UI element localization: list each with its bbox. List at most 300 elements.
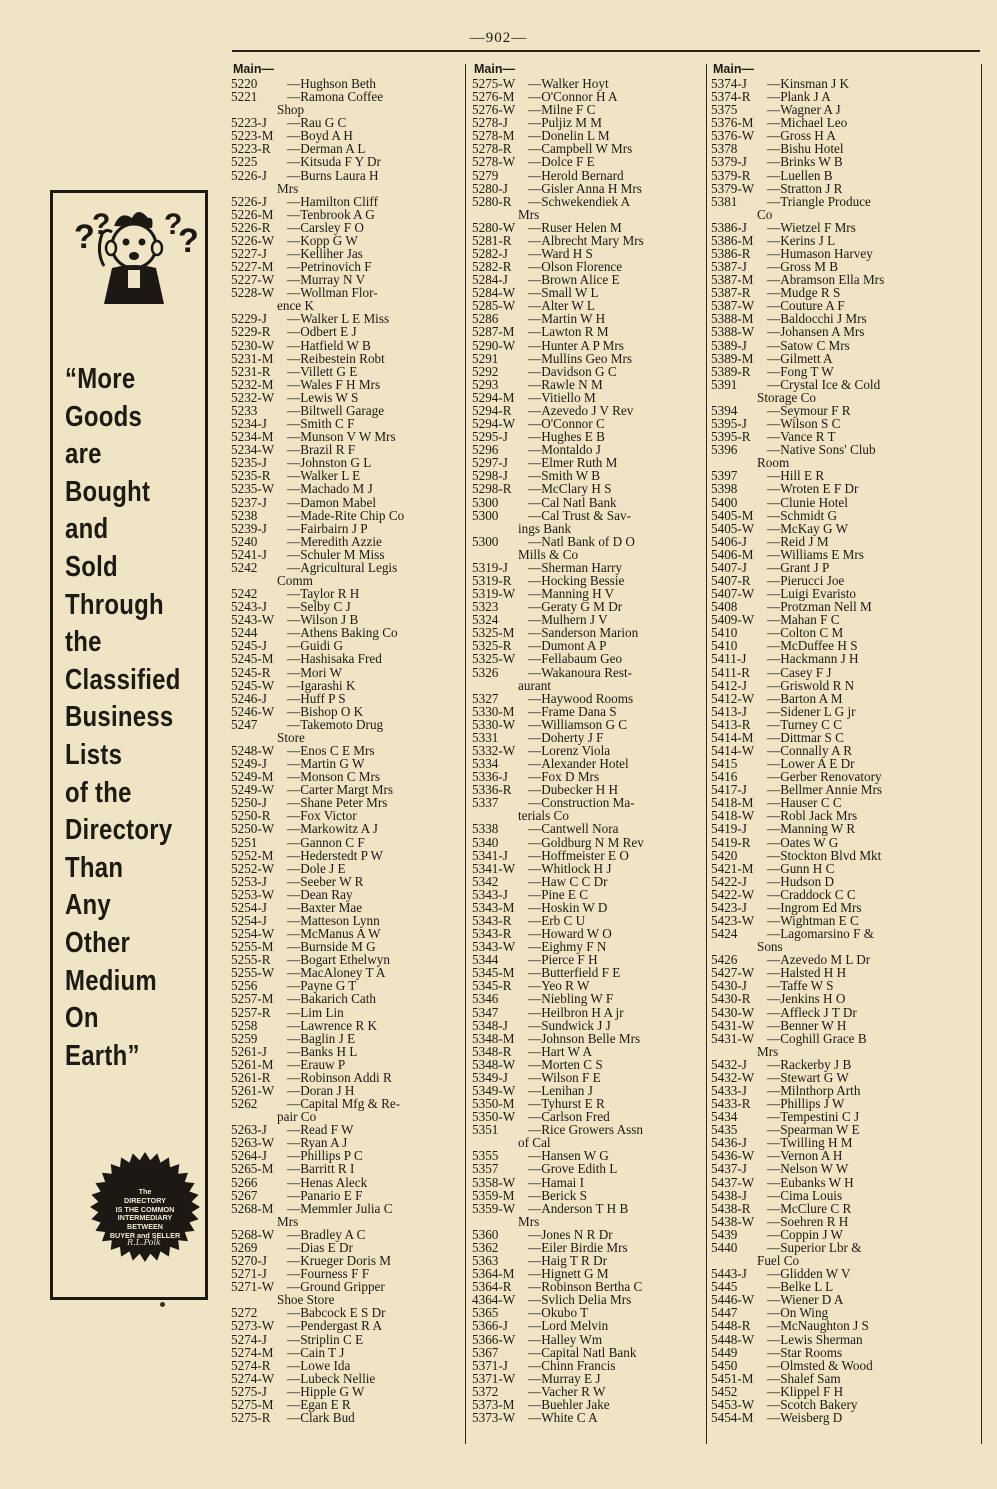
- phone-number: 5276-W: [472, 102, 516, 118]
- listing-name: —Satow C Mrs: [767, 337, 850, 353]
- listing-name: —White C A: [528, 1409, 598, 1425]
- phone-number: 5405-W: [711, 520, 755, 536]
- listing-name: —Lagomarsino F &: [767, 926, 874, 942]
- phone-number: 5348-M: [472, 1030, 515, 1046]
- listing-name: —McManus A W: [287, 926, 381, 942]
- directory-entry: [711, 443, 943, 456]
- phone-number: 5388-M: [711, 311, 754, 327]
- phone-number: 5278-R: [472, 141, 512, 157]
- phone-number: 5331: [472, 729, 499, 745]
- listing-name: —Damon Mabel: [287, 494, 376, 510]
- phone-number: 5398: [711, 481, 738, 497]
- phone-number: 5238: [231, 507, 258, 523]
- listing-name: —Wales F H Mrs: [287, 376, 381, 392]
- listing-name: —Tyhurst E R: [528, 1096, 605, 1112]
- phone-number: 5351: [472, 1122, 499, 1138]
- listing-name: —Baldocchi J Mrs: [767, 311, 867, 327]
- phone-number: 5376-W: [711, 128, 755, 144]
- listing-name: —Carsley F O: [287, 219, 364, 235]
- phone-number: 5234-W: [231, 442, 275, 458]
- listing-name: —Dole J E: [287, 860, 346, 876]
- listing-name: —Ramona Coffee: [287, 89, 384, 105]
- listing-name: —Twilling H M: [767, 1135, 853, 1151]
- phone-number: 5355: [472, 1148, 499, 1164]
- phone-number: 5330-M: [472, 703, 515, 719]
- listing-name: —Milne F C: [528, 102, 596, 118]
- phone-number: 5245-M: [231, 651, 274, 667]
- slogan-line: Sold: [65, 550, 118, 583]
- advertisement-slogan: [65, 361, 188, 1075]
- listing-name: —Oates W G: [767, 834, 839, 850]
- listing-name: —Svlich Delia Mrs: [528, 1292, 632, 1308]
- listing-name: Mrs: [518, 206, 540, 222]
- phone-number: 5298-J: [472, 468, 508, 484]
- listing-name: —Pierce F H: [528, 952, 598, 968]
- directory-entry: [472, 1162, 706, 1175]
- listing-name: —O'Connor C: [528, 416, 605, 432]
- phone-number: 5255-R: [231, 952, 271, 968]
- listing-name: —Brown Alice E: [528, 272, 620, 288]
- listing-name: —Payne G T: [287, 978, 357, 994]
- phone-number: 5389-M: [711, 350, 754, 366]
- phone-number: 5394: [711, 402, 738, 418]
- phone-number: 5405-M: [711, 507, 754, 523]
- phone-number: 5294-M: [472, 389, 515, 405]
- slogan-line: Bought: [65, 475, 151, 508]
- phone-number: 5450: [711, 1357, 738, 1373]
- phone-number: 5341-J: [472, 847, 508, 863]
- svg-text:?: ?: [92, 208, 111, 241]
- listing-name: —Haw C C Dr: [528, 873, 608, 889]
- phone-number: 5395-R: [711, 429, 751, 445]
- phone-number: 5438-J: [711, 1187, 747, 1203]
- phone-number: 5231-M: [231, 350, 274, 366]
- listing-name: —Eighmy F N: [528, 939, 607, 955]
- phone-number: 5226-J: [231, 167, 267, 183]
- listing-name: —Carter Margt Mrs: [287, 782, 393, 798]
- listing-name: —Enos C E Mrs: [287, 742, 375, 758]
- phone-number: 5345-M: [472, 965, 515, 981]
- listing-name: —Spearman W E: [767, 1122, 860, 1138]
- directory-entry: [231, 1333, 463, 1346]
- directory-entry: [231, 286, 463, 299]
- phone-number: 5230-W: [231, 337, 275, 353]
- listing-name: —Meredith Azzie: [287, 533, 382, 549]
- listing-name: —Mahan F C: [767, 612, 840, 628]
- phone-number: 5379-J: [711, 154, 747, 170]
- phone-number: 5430-J: [711, 978, 747, 994]
- phone-number: 5410: [711, 625, 738, 641]
- listing-name: —Protzman Nell M: [767, 599, 872, 615]
- listing-name: —Vacher R W: [528, 1383, 606, 1399]
- listing-name: —Pine E C: [528, 886, 589, 902]
- column-header: Main—: [474, 62, 515, 76]
- directory-entry: [711, 378, 943, 391]
- listing-name: —Bishu Hotel: [767, 141, 844, 157]
- phone-number: 5454-M: [711, 1409, 754, 1425]
- phone-number: 5295-J: [472, 429, 508, 445]
- phone-number: 5418-W: [711, 808, 755, 824]
- listing-name: —Geraty G M Dr: [528, 599, 623, 615]
- directory-entry: [472, 1293, 706, 1306]
- listing-name: —Kelliher Jas: [287, 246, 363, 262]
- phone-number: 5330-W: [472, 716, 516, 732]
- listing-name: —Robl Jack Mrs: [767, 808, 858, 824]
- phone-number: 5235-W: [231, 481, 275, 497]
- phone-number: 5343-R: [472, 926, 512, 942]
- phone-number: 5286: [472, 311, 499, 327]
- listing-name: —Henas Aleck: [287, 1174, 368, 1190]
- phone-number: 5227-W: [231, 272, 275, 288]
- phone-number: 5240: [231, 533, 258, 549]
- listing-name: —Small W L: [528, 285, 599, 301]
- phone-number: 5414-M: [711, 729, 754, 745]
- listing-name: —McClary H S: [528, 481, 612, 497]
- phone-number: 5249-M: [231, 769, 274, 785]
- phone-number: 5270-J: [231, 1253, 267, 1269]
- listing-name: —McKay G W: [767, 520, 849, 536]
- phone-number: 5381: [711, 193, 738, 209]
- listing-name: —Weisberg D: [767, 1409, 843, 1425]
- directory-entry: [231, 1045, 463, 1058]
- phone-number: 5280-J: [472, 180, 508, 196]
- listing-name: —Shane Peter Mrs: [287, 795, 388, 811]
- listing-name: terials Co: [518, 808, 569, 824]
- phone-number: 5300: [472, 507, 499, 523]
- listing-name: —Hederstedt P W: [287, 847, 383, 863]
- phone-number: 5413-R: [711, 716, 751, 732]
- phone-number: 5257-R: [231, 1004, 271, 1020]
- phone-number: 5258: [231, 1017, 258, 1033]
- phone-number: 5290-W: [472, 337, 516, 353]
- phone-number: 5432-J: [711, 1056, 747, 1072]
- phone-number: 5250-W: [231, 821, 275, 837]
- listing-name: —O'Connor H A: [528, 89, 618, 105]
- listing-name: —Williams E Mrs: [767, 546, 864, 562]
- listing-name: —Gunn H C: [767, 860, 835, 876]
- phone-number: 5350-W: [472, 1109, 516, 1125]
- phone-number: 5407-W: [711, 586, 755, 602]
- phone-number: 5432-W: [711, 1069, 755, 1085]
- phone-number: 5389-R: [711, 363, 751, 379]
- phone-number: 5439: [711, 1226, 738, 1242]
- phone-number: 5275-W: [472, 76, 516, 91]
- column-divider: [706, 64, 707, 1444]
- listing-name: —Brinks W B: [767, 154, 843, 170]
- phone-number: 5438-R: [711, 1200, 751, 1216]
- listing-name: —Cal Trust & Sav-: [528, 507, 631, 523]
- listing-name: —Couture A F: [767, 298, 845, 314]
- directory-entry: [711, 195, 943, 208]
- phone-number: 5349-W: [472, 1083, 516, 1099]
- listing-name: —Martin G W: [287, 756, 365, 772]
- listing-name: —Stockton Blvd Mkt: [767, 847, 882, 863]
- phone-number: 5407-R: [711, 572, 751, 588]
- phone-number: 5319-J: [472, 559, 508, 575]
- phone-number: 5421-M: [711, 860, 754, 876]
- directory-entry: [231, 1202, 463, 1215]
- phone-number: 5292: [472, 363, 499, 379]
- ink-dot: [160, 1302, 165, 1307]
- phone-number: 5409-W: [711, 612, 755, 628]
- listing-name: —Doran J H: [287, 1083, 355, 1099]
- listing-name: —Coppin J W: [767, 1226, 843, 1242]
- listing-name: Mrs: [277, 180, 299, 196]
- phone-number: 5360: [472, 1226, 499, 1242]
- phone-number: 5241-J: [231, 546, 267, 562]
- listing-name: —Erb C U: [528, 913, 586, 928]
- listing-name: —Chinn Francis: [528, 1357, 616, 1373]
- listing-name: —Rau G C: [287, 115, 347, 131]
- phone-number: 5249-W: [231, 782, 275, 798]
- phone-number: 5282-J: [472, 246, 508, 262]
- phone-number: 5242: [231, 559, 258, 575]
- listing-name: —Pierucci Joe: [767, 572, 845, 588]
- phone-number: 5285-W: [472, 298, 516, 314]
- listing-name: —Markowitz A J: [287, 821, 378, 837]
- listing-name: —Halley Wm: [528, 1331, 603, 1347]
- column-header: Main—: [233, 62, 274, 76]
- phone-number: 5359-W: [472, 1200, 516, 1216]
- slogan-line: Business: [65, 701, 174, 734]
- listing-name: —Haig T R Dr: [528, 1253, 608, 1269]
- listing-name: —Hamai I: [528, 1174, 585, 1190]
- listing-name: —Egan E R: [287, 1396, 351, 1412]
- phone-number: 5248-W: [231, 742, 275, 758]
- listing-name: Mrs: [277, 1213, 299, 1229]
- phone-number: 5245-W: [231, 677, 275, 693]
- listing-name: —Hocking Bessie: [528, 572, 625, 588]
- listing-name: —Krueger Doris M: [287, 1253, 392, 1269]
- listing-name: pair Co: [277, 1109, 317, 1125]
- phone-number: 5237-J: [231, 494, 267, 510]
- listing-name: —McDuffee H S: [767, 638, 858, 654]
- listing-name: —Made-Rite Chip Co: [287, 507, 405, 523]
- listing-name: —Hill E R: [767, 468, 825, 484]
- phone-number: 5298-R: [472, 481, 512, 497]
- listing-name: —Schwekendiek A: [528, 193, 631, 209]
- listing-name: —Turney C C: [767, 716, 842, 732]
- phone-number: 5451-M: [711, 1370, 754, 1386]
- directory-entry: [472, 1176, 706, 1189]
- listing-name: —Phillips P C: [287, 1148, 363, 1164]
- slogan-line: Goods: [65, 400, 143, 433]
- listing-name: —Coghill Grace B: [767, 1030, 867, 1046]
- directory-entry: [231, 90, 463, 103]
- listing-name: —Kerins J L: [767, 232, 836, 248]
- listing-name: —Yeo R W: [528, 978, 590, 994]
- listing-name: —Wollman Flor-: [287, 285, 378, 301]
- listing-name: —Clark Bud: [287, 1409, 355, 1425]
- listing-name: —Luigi Evaristo: [767, 586, 857, 602]
- listing-name: —Albrecht Mary Mrs: [528, 232, 644, 248]
- listing-name: —Rice Growers Assn: [528, 1122, 644, 1138]
- listing-name: —Nelson W W: [767, 1161, 849, 1177]
- listing-name: —Butterfield F E: [528, 965, 621, 981]
- listing-name: —Whitlock H J: [528, 860, 612, 876]
- phone-number: 5226-J: [231, 193, 267, 209]
- phone-number: 5419-J: [711, 821, 747, 837]
- listing-name: —Taylor R H: [287, 586, 360, 602]
- listing-name: —Petrinovich F: [287, 259, 372, 275]
- listing-name: —Stratton J R: [767, 180, 843, 196]
- phone-number: 5388-W: [711, 324, 755, 340]
- phone-number: 5272: [231, 1305, 258, 1321]
- listing-name: —Wightman E C: [767, 913, 859, 928]
- directory-entry: [711, 1411, 943, 1424]
- phone-number: 5261-J: [231, 1043, 267, 1059]
- listing-name: —Dumont A P: [528, 638, 607, 654]
- phone-number: 5423-J: [711, 899, 747, 915]
- phone-number: 5282-R: [472, 259, 512, 275]
- listing-name: —Clunie Hotel: [767, 494, 848, 510]
- phone-number: 5343-R: [472, 913, 512, 928]
- phone-number: 5235-R: [231, 468, 271, 484]
- phone-number: 5419-R: [711, 834, 751, 850]
- listing-name: —Munson V W Mrs: [287, 429, 396, 445]
- phone-number: 5232-M: [231, 376, 274, 392]
- phone-number: 5426: [711, 952, 738, 968]
- phone-number: 5253-W: [231, 886, 275, 902]
- phone-number: 5348-W: [472, 1056, 516, 1072]
- phone-number: 5284-W: [472, 285, 516, 301]
- phone-number: 5379-R: [711, 167, 751, 183]
- listing-name: —Tempestini C J: [767, 1109, 860, 1125]
- phone-number: 5359-M: [472, 1187, 515, 1203]
- phone-number: 5371-W: [472, 1370, 516, 1386]
- listing-name: —Ward H S: [528, 246, 593, 262]
- phone-number: 5327: [472, 690, 499, 706]
- phone-number: 5367: [472, 1344, 499, 1360]
- listing-name: —Sidener L G jr: [767, 703, 856, 719]
- listing-name: —Wroten E F Dr: [767, 481, 859, 497]
- listing-name: —Casey F J: [767, 664, 832, 680]
- phone-number: 5430-R: [711, 991, 751, 1007]
- phone-number: 5438-W: [711, 1213, 755, 1229]
- listing-name: —Mullins Geo Mrs: [528, 350, 633, 366]
- listing-name: —Native Sons' Club: [767, 442, 876, 458]
- phone-number: 5436-W: [711, 1148, 755, 1164]
- phone-number: 5284-J: [472, 272, 508, 288]
- listing-name: —Kopp G W: [287, 232, 358, 248]
- listing-name: —Humason Harvey: [767, 246, 873, 262]
- listing-name: —Fox D Mrs: [528, 769, 600, 785]
- listing-name: —Mulhern J V: [528, 612, 608, 628]
- phone-number: 5376-M: [711, 115, 754, 131]
- phone-number: 5246-W: [231, 703, 275, 719]
- phone-number: 5227-J: [231, 246, 267, 262]
- listing-name: —Vernon A H: [767, 1148, 843, 1164]
- phone-number: 5325-W: [472, 651, 516, 667]
- directory-entry: [472, 195, 706, 208]
- listing-name: —Berick S: [528, 1187, 587, 1203]
- listing-name: —Glidden W V: [767, 1266, 851, 1282]
- phone-number: 5411-J: [711, 651, 747, 667]
- listing-name: —Capital Natl Bank: [528, 1344, 637, 1360]
- phone-number: 5291: [472, 350, 499, 366]
- phone-number: 5247: [231, 716, 258, 732]
- seal-line: IS THE COMMON: [115, 1204, 175, 1214]
- listing-name: —Gannon C F: [287, 834, 365, 850]
- phone-number: 5233: [231, 402, 258, 418]
- phone-number: 5267: [231, 1187, 258, 1203]
- phone-number: 5274-J: [231, 1331, 267, 1347]
- phone-number: 5280-W: [472, 219, 516, 235]
- phone-number: 5250-R: [231, 808, 271, 824]
- listing-name: —MacAloney T A: [287, 965, 386, 981]
- phone-number: 5437-W: [711, 1174, 755, 1190]
- listing-name: —Stewart G W: [767, 1069, 849, 1085]
- directory-entry: [231, 1097, 463, 1110]
- phone-number: 5378: [711, 141, 738, 157]
- listing-name: —Hamilton Cliff: [287, 193, 378, 209]
- phone-number: 5437-J: [711, 1161, 747, 1177]
- phone-number: 5342: [472, 873, 499, 889]
- directory-column-1: [231, 62, 463, 1424]
- seal-line: DIRECTORY: [124, 1195, 166, 1205]
- listing-name: —Ruser Helen M: [528, 219, 622, 235]
- phone-number: 5362: [472, 1239, 499, 1255]
- listing-name: —Klippel F H: [767, 1383, 844, 1399]
- directory-entry: [231, 1280, 463, 1293]
- listing-name: —McClure C R: [767, 1200, 852, 1216]
- seal-signature: R.L.Polk: [127, 1238, 161, 1247]
- listing-name: —Milnthorp Arth: [767, 1083, 861, 1099]
- listing-name: —Donelin L M: [528, 128, 610, 144]
- listing-name: —Hatfield W B: [287, 337, 371, 353]
- listing-name: —Halsted H H: [767, 965, 847, 981]
- phone-number: 5334: [472, 756, 499, 772]
- phone-number: 5344: [472, 952, 499, 968]
- listing-name: —Lenihan J: [528, 1083, 593, 1099]
- listing-name: —Fong T W: [767, 363, 834, 379]
- listing-name: —Hipple G W: [287, 1383, 365, 1399]
- phone-number: 5256: [231, 978, 258, 994]
- listing-name: —Williamson G C: [528, 716, 628, 732]
- listing-name: —Griswold R N: [767, 677, 855, 693]
- listing-name: —Martin W H: [528, 311, 606, 327]
- listing-name: —Okubo T: [528, 1305, 589, 1321]
- listing-name: —Derman A L: [287, 141, 366, 157]
- phone-number: 5245-J: [231, 638, 267, 654]
- listing-name: —Dolce F E: [528, 154, 595, 170]
- phone-number: 5452: [711, 1383, 738, 1399]
- listing-name: —Heilbron H A jr: [528, 1004, 624, 1020]
- directory-column-3: [711, 62, 943, 1424]
- phone-number: 5400: [711, 494, 738, 510]
- listing-name: —Dean Ray: [287, 886, 353, 902]
- phone-number: 5336-J: [472, 769, 508, 785]
- phone-number: 5254-J: [231, 899, 267, 915]
- listing-name: —Manning W R: [767, 821, 856, 837]
- phone-number: 5229-R: [231, 324, 271, 340]
- listing-name: —Dittmar S C: [767, 729, 844, 745]
- directory-entry: [231, 992, 463, 1005]
- phone-number: 5262: [231, 1096, 258, 1112]
- directory-entry: [231, 561, 463, 574]
- slogan-line: Directory: [65, 814, 173, 847]
- listing-name: —Fourness F F: [287, 1266, 370, 1282]
- listing-name: —Craddock C C: [767, 886, 856, 902]
- listing-name: —Manning H V: [528, 586, 615, 602]
- listing-name: —Boyd A H: [287, 128, 353, 144]
- listing-name: —Rackerby J B: [767, 1056, 852, 1072]
- listing-name: —Colton C M: [767, 625, 844, 641]
- listing-name: —Bakarich Cath: [287, 991, 376, 1007]
- listing-name: Comm: [277, 572, 313, 588]
- listing-name: —Hashisaka Fred: [287, 651, 382, 667]
- listing-name: ings Bank: [518, 520, 572, 536]
